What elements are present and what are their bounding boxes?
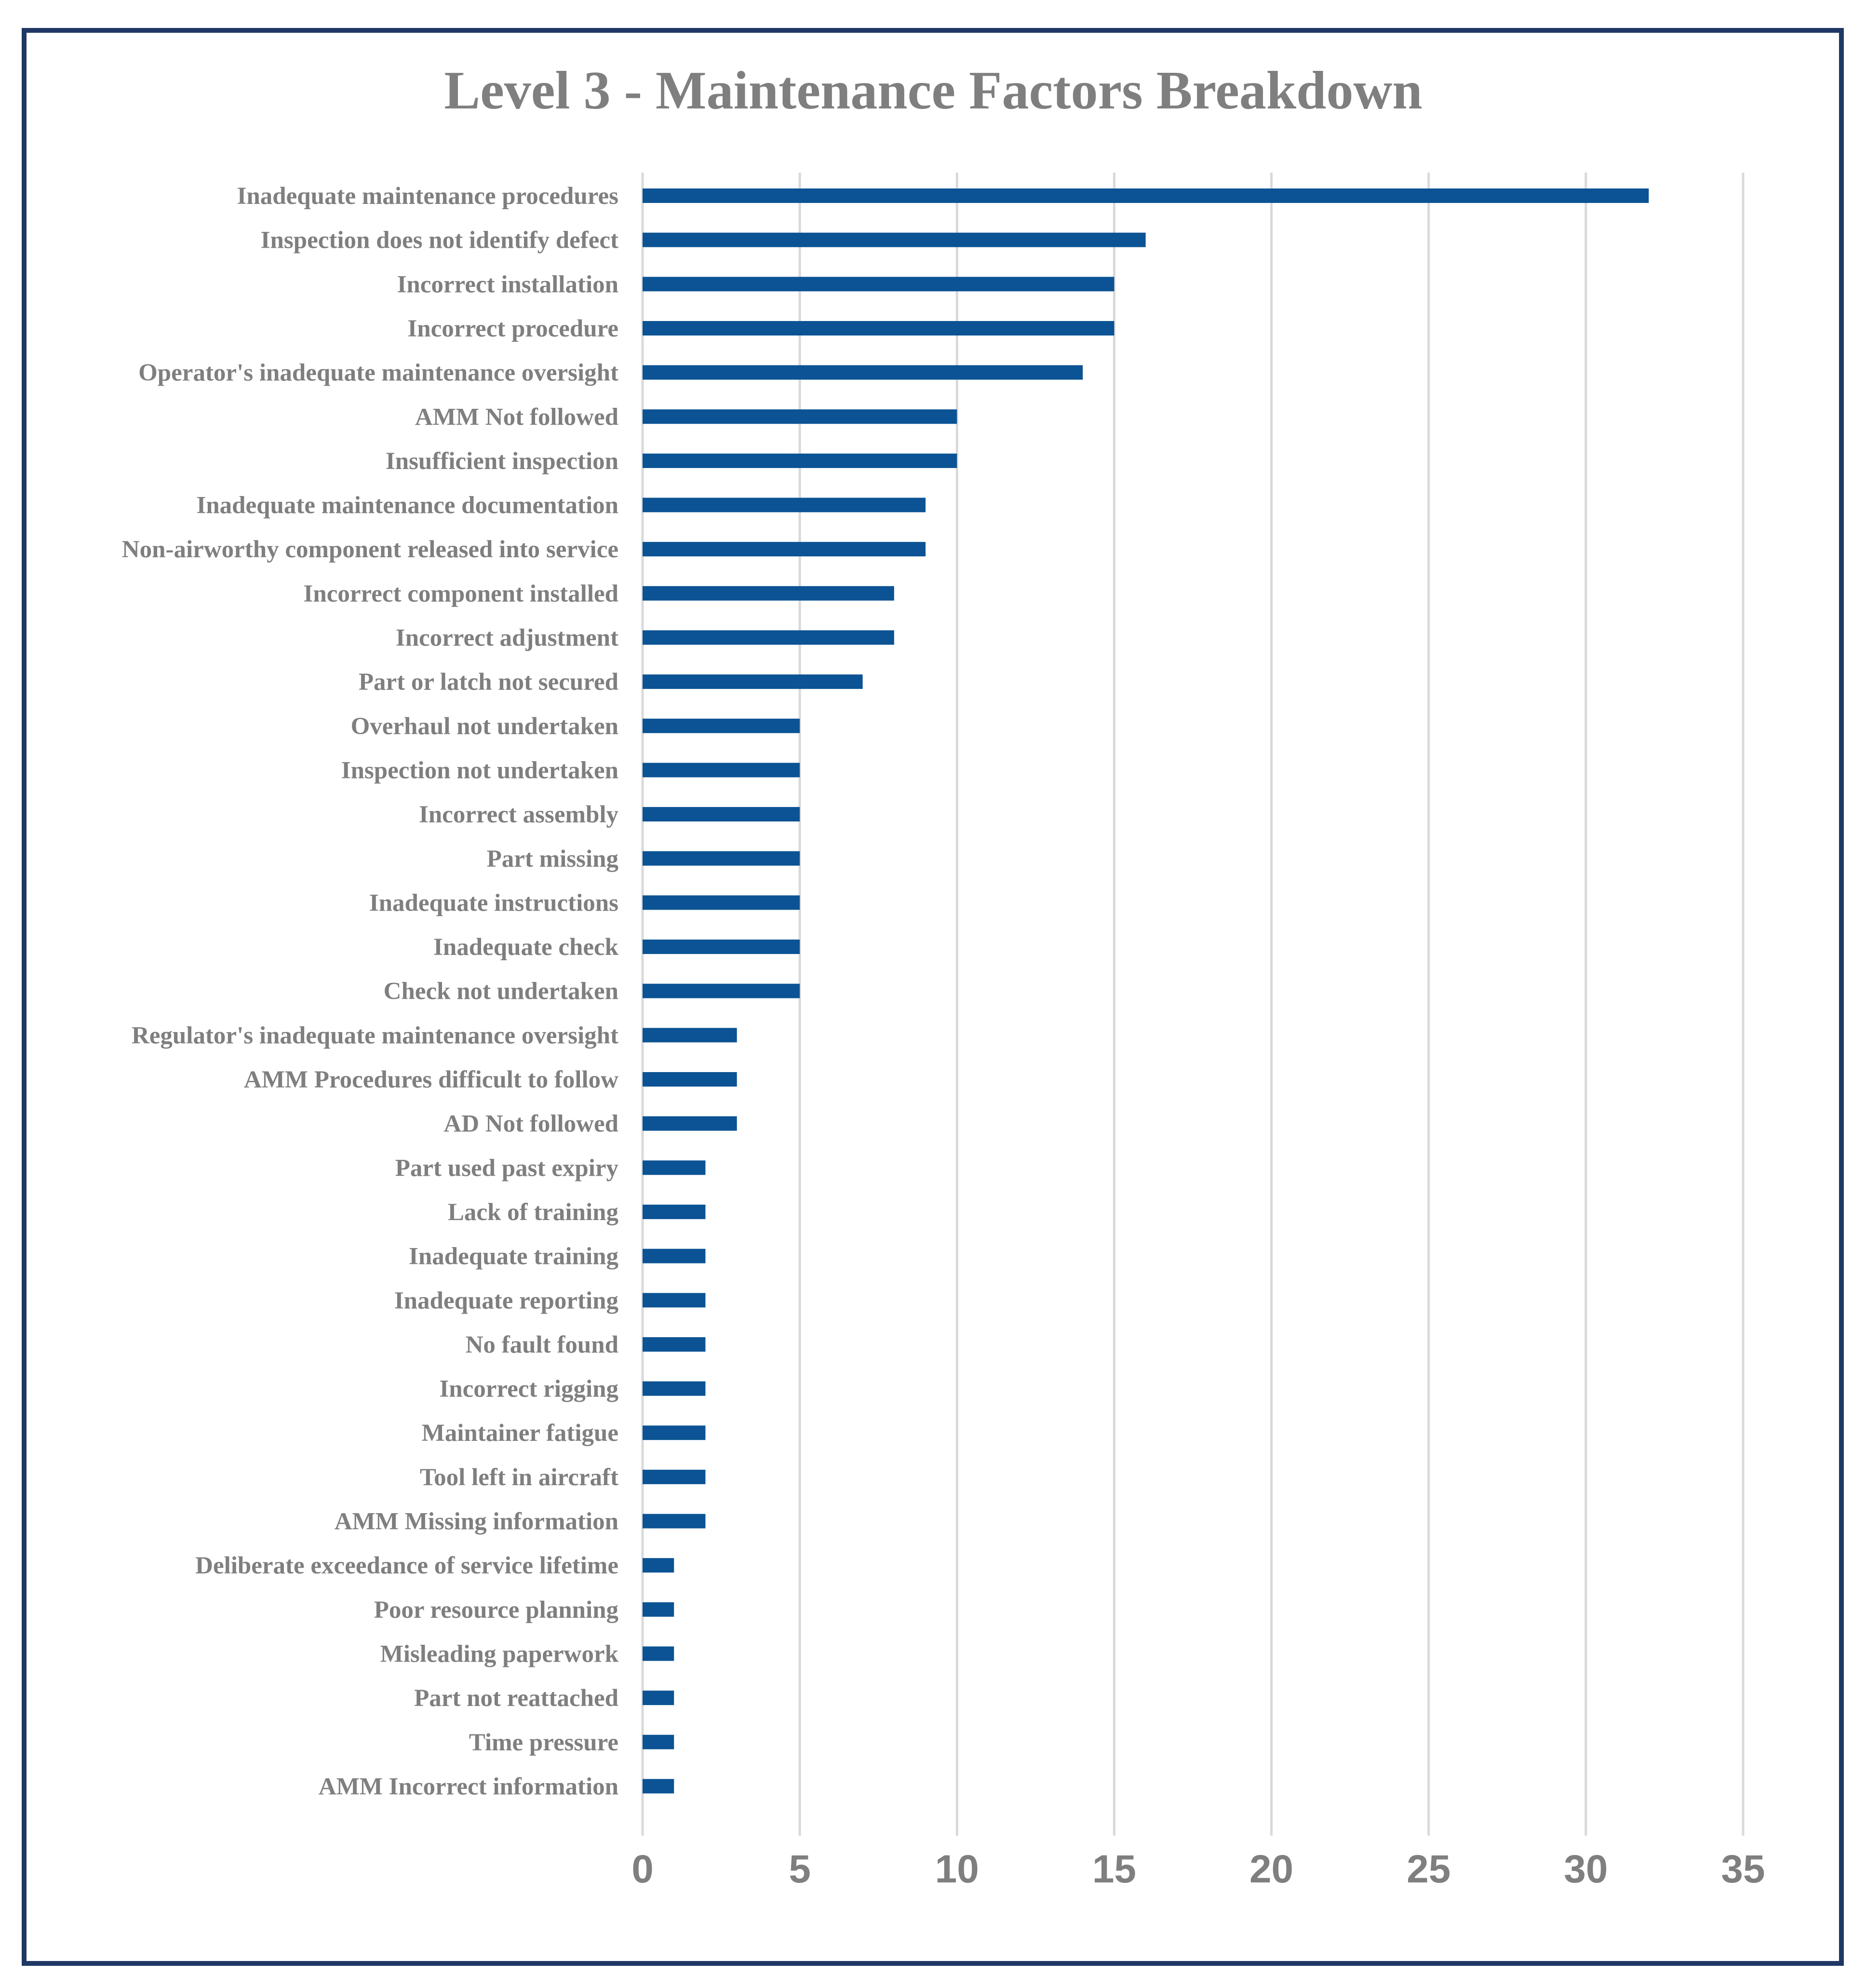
bar-14 — [643, 807, 800, 821]
category-label-15: Part missing — [486, 845, 618, 873]
bar-23 — [643, 1205, 705, 1219]
x-tick-label-35: 35 — [1721, 1847, 1765, 1891]
category-label-10: Incorrect adjustment — [395, 624, 618, 652]
category-label-16: Inadequate instructions — [369, 889, 618, 917]
bar-11 — [643, 674, 863, 689]
bar-10 — [643, 631, 894, 645]
category-label-20: AMM Procedures difficult to follow — [243, 1066, 618, 1093]
category-label-31: Deliberate exceedance of service lifetime — [195, 1552, 618, 1580]
bar-0 — [643, 188, 1649, 203]
bar-6 — [643, 454, 957, 468]
category-label-25: Inadequate reporting — [394, 1287, 618, 1315]
bar-24 — [643, 1249, 705, 1263]
category-label-14: Incorrect assembly — [418, 801, 618, 829]
bar-30 — [643, 1514, 705, 1529]
bar-31 — [643, 1558, 674, 1572]
bar-35 — [643, 1735, 674, 1749]
category-label-26: No fault found — [465, 1331, 618, 1358]
category-label-21: AD Not followed — [443, 1110, 618, 1138]
bar-7 — [643, 498, 926, 512]
category-label-5: AMM Not followed — [415, 403, 618, 431]
category-label-2: Incorrect installation — [397, 271, 618, 298]
category-label-13: Inspection not undertaken — [341, 757, 618, 784]
bar-27 — [643, 1382, 705, 1396]
category-label-33: Misleading paperwork — [380, 1640, 618, 1668]
bar-33 — [643, 1646, 674, 1661]
chart-title: Level 3 - Maintenance Factors Breakdown — [444, 61, 1423, 121]
bar-8 — [643, 542, 926, 556]
bar-21 — [643, 1116, 737, 1131]
category-label-23: Lack of training — [447, 1198, 618, 1226]
x-tick-label-0: 0 — [631, 1847, 654, 1891]
chart-frame — [22, 28, 1844, 1966]
x-tick-label-30: 30 — [1564, 1847, 1608, 1891]
category-label-12: Overhaul not undertaken — [350, 712, 618, 740]
x-tick-label-10: 10 — [935, 1847, 979, 1891]
category-label-3: Incorrect procedure — [407, 315, 618, 342]
category-label-17: Inadequate check — [433, 934, 618, 961]
category-label-36: AMM Incorrect information — [318, 1773, 618, 1800]
bar-34 — [643, 1691, 674, 1705]
bar-9 — [643, 586, 894, 601]
category-label-8: Non-airworthy component released into service — [121, 536, 618, 564]
x-tick-label-15: 15 — [1092, 1847, 1137, 1891]
bar-19 — [643, 1028, 737, 1042]
category-label-27: Incorrect rigging — [439, 1375, 618, 1403]
bar-20 — [643, 1072, 737, 1087]
x-tick-label-20: 20 — [1249, 1847, 1294, 1891]
bar-13 — [643, 763, 800, 777]
bar-5 — [643, 409, 957, 424]
category-label-19: Regulator's inadequate maintenance oversight — [131, 1022, 618, 1049]
category-label-4: Operator's inadequate maintenance oversight — [138, 359, 618, 387]
category-label-34: Part not reattached — [414, 1685, 618, 1712]
bar-29 — [643, 1470, 705, 1484]
category-label-32: Poor resource planning — [374, 1596, 618, 1624]
category-label-18: Check not undertaken — [383, 978, 618, 1005]
category-labels — [122, 183, 619, 1800]
category-label-11: Part or latch not secured — [358, 669, 618, 696]
category-label-29: Tool left in aircraft — [419, 1464, 618, 1491]
bars — [643, 188, 1649, 1793]
x-tick-label-5: 5 — [789, 1847, 811, 1891]
category-label-30: AMM Missing information — [334, 1508, 618, 1535]
bar-3 — [643, 321, 1114, 336]
category-label-7: Inadequate maintenance documentation — [196, 492, 618, 519]
bar-22 — [643, 1160, 705, 1175]
bar-36 — [643, 1779, 674, 1793]
x-tick-label-25: 25 — [1407, 1847, 1451, 1891]
category-label-9: Incorrect component installed — [303, 580, 618, 607]
bar-2 — [643, 277, 1114, 291]
bar-12 — [643, 719, 800, 733]
bar-chart — [27, 33, 1839, 1961]
bar-1 — [643, 233, 1146, 247]
bar-25 — [643, 1293, 705, 1307]
category-label-28: Maintainer fatigue — [421, 1420, 618, 1447]
bar-17 — [643, 940, 800, 954]
bar-26 — [643, 1337, 705, 1352]
category-label-22: Part used past expiry — [395, 1155, 618, 1182]
bar-15 — [643, 851, 800, 866]
bar-4 — [643, 365, 1083, 380]
category-label-0: Inadequate maintenance procedures — [237, 183, 618, 210]
category-label-35: Time pressure — [469, 1729, 618, 1756]
bar-28 — [643, 1425, 705, 1440]
category-label-24: Inadequate training — [409, 1243, 618, 1270]
bar-32 — [643, 1602, 674, 1617]
x-axis-ticks — [631, 1847, 1765, 1891]
bar-16 — [643, 895, 800, 910]
bar-18 — [643, 984, 800, 998]
category-label-6: Insufficient inspection — [385, 447, 618, 475]
category-label-1: Inspection does not identify defect — [260, 227, 618, 254]
